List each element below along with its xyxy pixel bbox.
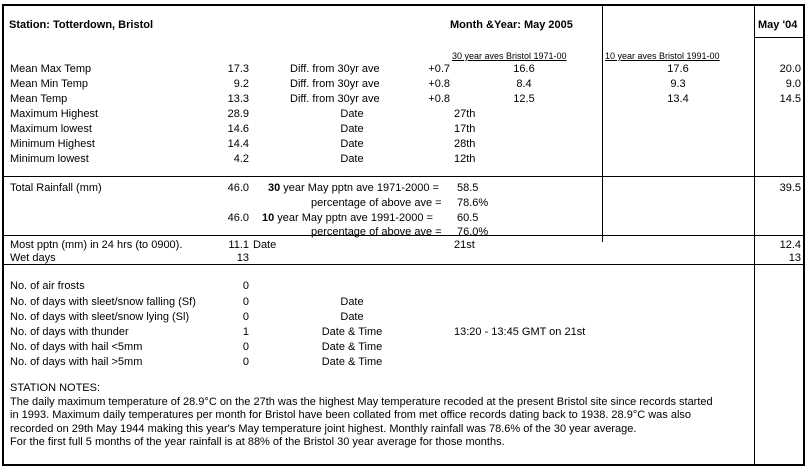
- temp-value: 17.3: [227, 63, 249, 75]
- day-count-date-label: Date & Time: [321, 326, 383, 338]
- extreme-date-label: Date: [340, 123, 364, 135]
- temp-label: Mean Max Temp: [10, 63, 92, 75]
- day-count-label: No. of days with thunder: [10, 326, 129, 338]
- may04-value: 14.5: [779, 93, 801, 105]
- diff-label: Diff. from 30yr ave: [290, 63, 380, 75]
- temp-label: Mean Min Temp: [10, 78, 89, 90]
- extreme-date: 28th: [454, 138, 476, 150]
- extreme-date: 27th: [454, 108, 476, 120]
- rain-ave10-years: 10: [262, 212, 275, 224]
- section-divider-temps: [4, 176, 805, 177]
- rain-pct10-value: 76.0%: [457, 226, 489, 238]
- day-count-date-label: Date & Time: [321, 341, 383, 353]
- diff-label: Diff. from 30yr ave: [290, 78, 380, 90]
- diff-value: +0.7: [428, 63, 450, 75]
- extreme-value: 14.6: [227, 123, 249, 135]
- rainfall-label: Total Rainfall (mm): [10, 182, 102, 194]
- day-count-value: 0: [242, 280, 249, 292]
- station-notes-line: The daily maximum temperature of 28.9°C on the 27th was the highest May temperature recoded at the present Bristol site since records started: [10, 395, 713, 408]
- ave10-value: 17.6: [667, 63, 689, 75]
- wet-days-label: Wet days: [10, 252, 56, 264]
- rain-ave10-text: [262, 212, 433, 225]
- extreme-label: Maximum lowest: [10, 123, 92, 135]
- station-notes-line: For the first full 5 months of the year rainfall is at 88% of the Bristol 30 year average for those months.: [10, 436, 505, 448]
- rain-pct10-text: percentage of above ave =: [311, 226, 442, 238]
- ave10-value: 13.4: [667, 93, 689, 105]
- extreme-date-label: Date: [340, 153, 364, 165]
- may04-value: 9.0: [785, 78, 801, 90]
- day-count-date-label: Date: [340, 296, 364, 308]
- extreme-date-label: Date: [340, 108, 364, 120]
- rain-ave30-value: 58.5: [457, 182, 479, 194]
- rain-pct30-text: percentage of above ave =: [311, 197, 442, 209]
- wet-days-value: 13: [236, 252, 249, 264]
- rain-ave10-desc: year May pptn ave 1991-2000 =: [274, 212, 433, 224]
- day-count-date-label: Date: [340, 311, 364, 323]
- ave30-value: 8.4: [516, 78, 532, 90]
- may04-header: May '04: [758, 19, 798, 31]
- extreme-label: Maximum Highest: [10, 108, 99, 120]
- header-divider: [754, 37, 805, 38]
- most-pptn-date: 21st: [454, 239, 475, 251]
- rain-pct30-value: 78.6%: [457, 197, 489, 209]
- section-divider-pptn: [4, 264, 805, 265]
- extreme-label: Minimum lowest: [10, 153, 89, 165]
- extreme-date: 17th: [454, 123, 476, 135]
- station-notes-title: STATION NOTES:: [10, 382, 101, 394]
- station-notes-line: in 1993. Maximum daily temperatures per month for Bristol have been collated from met office records dating back to 1938. 28.9°C was also: [10, 409, 692, 421]
- most-pptn-date-label: Date: [253, 239, 277, 251]
- day-count-label: No. of days with hail <5mm: [10, 341, 143, 353]
- rain-ave30-desc: year May pptn ave 1971-2000 =: [280, 182, 439, 194]
- rain-ave10-value: 60.5: [457, 212, 479, 224]
- day-count-value: 1: [242, 326, 249, 338]
- extreme-value: 28.9: [227, 108, 249, 120]
- station-title: Station: Totterdown, Bristol: [9, 19, 154, 31]
- extreme-date-label: Date: [340, 138, 364, 150]
- month-year-title: Month &Year: May 2005: [450, 19, 573, 31]
- extreme-value: 14.4: [227, 138, 249, 150]
- day-count-value: 0: [242, 356, 249, 368]
- diff-value: +0.8: [428, 78, 450, 90]
- station-notes: [10, 382, 790, 450]
- most-pptn-label: Most pptn (mm) in 24 hrs (to 0900).: [10, 239, 183, 251]
- column-divider-10yr: [602, 6, 603, 242]
- day-count-value: 0: [242, 296, 249, 308]
- extreme-label: Minimum Highest: [10, 138, 95, 150]
- temp-value: 9.2: [233, 78, 249, 90]
- day-count-value: 0: [242, 311, 249, 323]
- extreme-date: 12th: [454, 153, 476, 165]
- most-pptn-value: 11.1: [228, 239, 249, 251]
- ave30-value: 12.5: [513, 93, 535, 105]
- station-notes-line: recorded on 29th May 1944 making this year's May temperature joint highest. Monthly rainfall was 78.6% of the 30 year average.: [10, 422, 637, 435]
- ave10-header: 10 year aves Bristol 1991-00: [605, 51, 720, 61]
- day-count-date-label: Date & Time: [321, 356, 383, 368]
- diff-value: +0.8: [428, 93, 450, 105]
- diff-label: Diff. from 30yr ave: [290, 93, 380, 105]
- most-pptn-may04: 12.4: [779, 239, 801, 251]
- may04-value: 20.0: [779, 63, 801, 75]
- day-count-value: 0: [242, 341, 249, 353]
- wet-days-may04: 13: [788, 252, 801, 264]
- rain-ave30-text: [268, 182, 439, 195]
- rain-may04-value: 39.5: [779, 182, 801, 194]
- temp-value: 13.3: [227, 93, 249, 105]
- day-count-label: No. of days with hail >5mm: [10, 356, 143, 368]
- day-count-label: No. of days with sleet/snow falling (Sf): [10, 296, 196, 308]
- extreme-value: 4.2: [233, 153, 249, 165]
- rainfall-value-2: 46.0: [227, 212, 249, 224]
- rain-ave30-years: 30: [268, 182, 281, 194]
- thunder-detail: 13:20 - 13:45 GMT on 21st: [454, 326, 586, 338]
- temp-label: Mean Temp: [10, 93, 68, 105]
- day-count-label: No. of air frosts: [10, 280, 85, 292]
- ave10-value: 9.3: [670, 78, 686, 90]
- rainfall-value: 46.0: [227, 182, 249, 194]
- weather-summary-sheet: [2, 4, 805, 466]
- ave30-value: 16.6: [513, 63, 535, 75]
- day-count-label: No. of days with sleet/snow lying (Sl): [10, 311, 190, 323]
- ave30-header: 30 year aves Bristol 1971-00: [452, 51, 567, 61]
